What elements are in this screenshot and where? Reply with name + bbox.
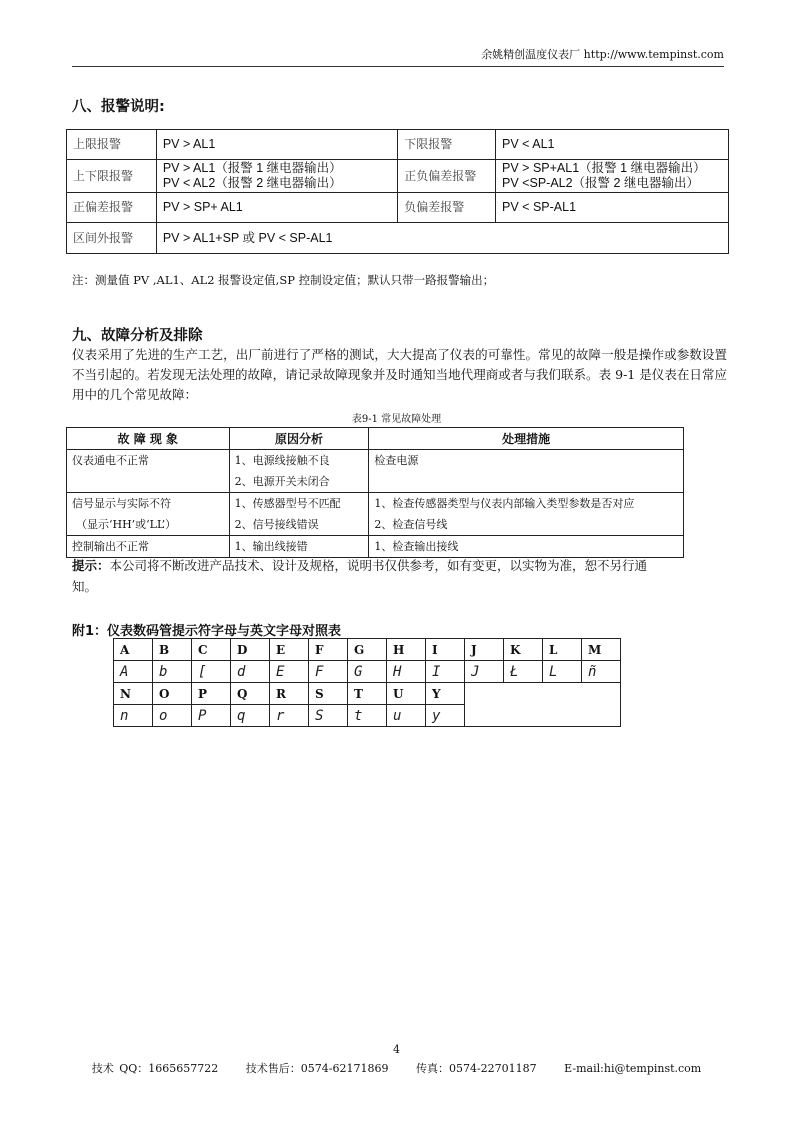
segment-glyph: u	[387, 705, 426, 727]
alarm-label: 下限报警	[398, 130, 496, 160]
fault-cell	[67, 450, 230, 493]
tip-label: 提示：	[72, 558, 110, 573]
fault-row	[67, 450, 684, 493]
segment-glyph: P	[192, 705, 231, 727]
alarm-row	[67, 193, 729, 223]
alarm-condition: PV > AL1+SP 或 PV < SP-AL1	[156, 223, 728, 254]
segment-glyph: H	[387, 661, 426, 683]
alarm-condition-line: PV > AL1（报警 1 继电器输出）	[162, 161, 342, 175]
cause-line: 1、输出线接错	[234, 540, 308, 553]
segment-glyph: r	[270, 705, 309, 727]
alarm-label: 上限报警	[67, 130, 157, 160]
segment-glyph: d	[231, 661, 270, 683]
segment-glyph: S	[309, 705, 348, 727]
letter-cell: G	[348, 639, 387, 661]
alarm-condition-line: PV > SP+AL1（报警 1 继电器输出）	[502, 161, 706, 175]
alarm-condition-line: PV <SP-AL2（报警 2 继电器输出）	[502, 176, 699, 190]
fault-line: 信号显示与实际不符	[72, 497, 171, 510]
letter-cell: R	[270, 683, 309, 705]
fault-line: （显示‘HH’或‘LL’）	[76, 518, 177, 531]
alarm-condition	[496, 160, 729, 193]
page-number: 4	[393, 1043, 400, 1056]
alarm-condition: PV < AL1	[496, 130, 729, 160]
fix-cell	[369, 450, 684, 493]
letter-cell: D	[231, 639, 270, 661]
footer-email[interactable]: E-mail:hi@tempinst.com	[564, 1062, 702, 1075]
segment-glyph: ñ	[582, 661, 621, 683]
letter-cell: U	[387, 683, 426, 705]
letter-cell: I	[426, 639, 465, 661]
blank-cell	[465, 683, 621, 727]
fix-line	[374, 471, 678, 492]
fix-line: 1、检查传感器类型与仪表内部输入类型参数是否对应	[374, 497, 635, 510]
cause-line: 1、传感器型号不匹配	[234, 497, 341, 510]
section-9-paragraph: 仪表采用了先进的生产工艺，出厂前进行了严格的测试，大大提高了仪表的可靠性。常见的故障一般是操作或参数设置不当引起的。若发现无法处理的故障，请记录故障现象并及时通知当地代理商或者与我们联系。表 9-1 是仪表在日常应用中的几个常见故障：	[72, 347, 727, 402]
letter-cell: S	[309, 683, 348, 705]
letter-cell: F	[309, 639, 348, 661]
fix-line: 1、检查输出接线	[374, 540, 459, 553]
cause-cell	[229, 450, 369, 493]
segment-row	[114, 661, 621, 683]
page-header: 余姚精创温度仪表厂 http://www.tempinst.com	[72, 46, 724, 67]
letter-cell: M	[582, 639, 621, 661]
cause-line: 2、信号接线错误	[234, 518, 319, 531]
alarm-condition: PV < SP-AL1	[496, 193, 729, 223]
segment-glyph: q	[231, 705, 270, 727]
footer-fax: 传真：0574-22701187	[415, 1062, 537, 1075]
fault-table	[66, 427, 684, 558]
page-footer	[0, 1060, 793, 1076]
segment-glyph: G	[348, 661, 387, 683]
letter-row	[114, 683, 621, 705]
fix-line: 2、检查信号线	[374, 518, 448, 531]
fix-line: 检查电源	[374, 454, 419, 467]
segment-glyph: E	[270, 661, 309, 683]
alarm-label: 上下限报警	[67, 160, 157, 193]
segment-glyph: o	[153, 705, 192, 727]
fault-line	[72, 471, 224, 492]
letter-cell: J	[465, 639, 504, 661]
alarm-table	[66, 129, 729, 254]
segment-glyph: Ł	[504, 661, 543, 683]
header-fault: 故 障 现 象	[67, 428, 230, 450]
cause-cell	[229, 493, 369, 536]
segment-glyph: b	[153, 661, 192, 683]
tip-text: 本公司将不断改进产品技术、设计及规格，说明书仅供参考，如有变更，以实物为准，恕不另行通知。	[72, 558, 648, 594]
segment-glyph: A	[114, 661, 153, 683]
section-9-title: 九、故障分析及排除	[72, 328, 203, 344]
cause-line: 2、电源开关未闭合	[234, 475, 330, 488]
letter-cell: Q	[231, 683, 270, 705]
letter-cell: B	[153, 639, 192, 661]
segment-glyph: t	[348, 705, 387, 727]
table-caption: 表9-1 常见故障处理	[351, 414, 442, 425]
alarm-condition	[156, 160, 397, 193]
section-8-title: 八、报警说明:	[72, 99, 165, 115]
fault-cell	[67, 493, 230, 536]
alarm-condition: PV > AL1	[156, 130, 397, 160]
letter-row	[114, 639, 621, 661]
footer-support-phone: 技术售后：0574-62171869	[245, 1062, 389, 1075]
letter-cell: K	[504, 639, 543, 661]
alarm-condition: PV > SP+ AL1	[156, 193, 397, 223]
letter-cell: Y	[426, 683, 465, 705]
alarm-condition-line: PV < AL2（报警 2 继电器输出）	[162, 176, 342, 190]
letter-cell: L	[543, 639, 582, 661]
alarm-label: 负偏差报警	[398, 193, 496, 223]
fault-line: 控制输出不正常	[72, 540, 149, 553]
fault-table-header	[67, 428, 684, 450]
letter-cell: T	[348, 683, 387, 705]
alarm-row	[67, 160, 729, 193]
segment-glyph: n	[114, 705, 153, 727]
segment-glyph: L	[543, 661, 582, 683]
tip-note	[72, 555, 672, 597]
letter-cell: H	[387, 639, 426, 661]
letter-cell: A	[114, 639, 153, 661]
fault-line: 仪表通电不正常	[72, 454, 149, 467]
segment-glyph: y	[426, 705, 465, 727]
letter-cell: N	[114, 683, 153, 705]
alarm-label: 正负偏差报警	[398, 160, 496, 193]
letter-cell: C	[192, 639, 231, 661]
alarm-note: 注：测量值 PV ,AL1、AL2 报警设定值,SP 控制设定值；默认只带一路报警输出；	[72, 273, 495, 287]
fix-cell	[369, 493, 684, 536]
cause-line: 1、电源线接触不良	[234, 454, 330, 467]
letter-cell: E	[270, 639, 309, 661]
alarm-row	[67, 223, 729, 254]
alarm-label: 区间外报警	[67, 223, 157, 254]
letter-cell: P	[192, 683, 231, 705]
header-cause: 原因分析	[229, 428, 369, 450]
footer-qq: 技术 QQ：1665657722	[91, 1062, 219, 1075]
appendix-title: 附1：仪表数码管提示符字母与英文字母对照表	[72, 624, 342, 639]
letter-cell: O	[153, 683, 192, 705]
segment-glyph: [	[192, 661, 231, 683]
alarm-label: 正偏差报警	[67, 193, 157, 223]
fault-row	[67, 493, 684, 536]
header-fix: 处理措施	[369, 428, 684, 450]
segment-letter-table	[113, 638, 621, 727]
segment-glyph: F	[309, 661, 348, 683]
segment-glyph: J	[465, 661, 504, 683]
segment-glyph: I	[426, 661, 465, 683]
alarm-row	[67, 130, 729, 160]
